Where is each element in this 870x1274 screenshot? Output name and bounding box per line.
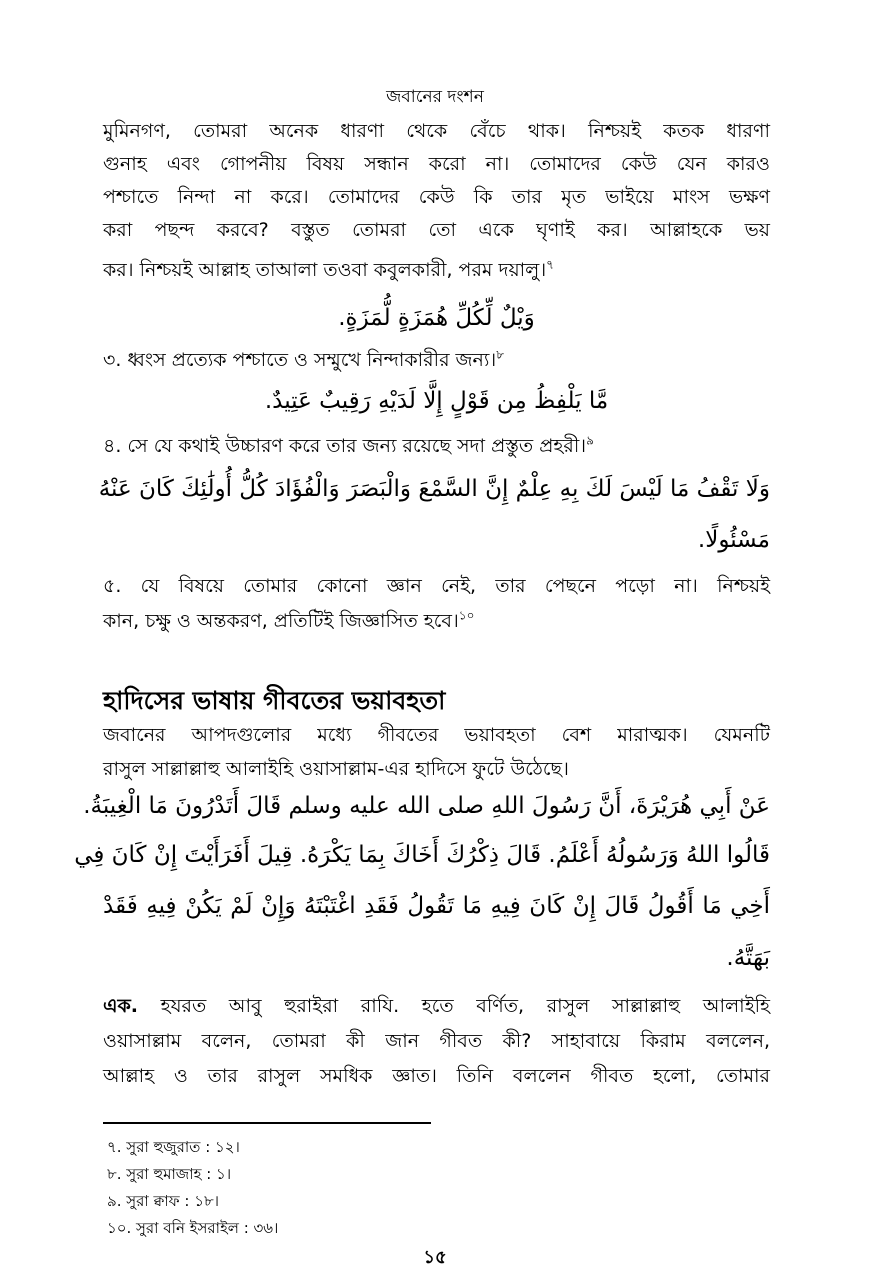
text-span: হযরত আবু হুরাইরা রাযি. হতে বর্ণিত, রাসুল সাল্লাল্লাহু আলাইহি xyxy=(160,995,770,1017)
text-line: গুনাহ এবং গোপনীয় বিষয় সন্ধান করো না। তোমাদের কেউ যেন কারও xyxy=(103,153,770,175)
page-number: ১৫ xyxy=(423,1247,447,1268)
text-line: জবানের আপদগুলোর মধ্যে গীবতের ভয়াবহতা বেশ মারাত্মক। যেমনটি xyxy=(103,724,770,746)
footnote: ১০. সুরা বনি ইসরাইল : ৩৬। xyxy=(107,1219,279,1237)
translation-line: ৫. যে বিষয়ে তোমার কোনো জ্ঞান নেই, তার পেছনে পড়ো না। নিশ্চয়ই xyxy=(103,575,770,597)
footnote-ref: ৯ xyxy=(586,433,594,448)
footnote: ৯. সুরা ক্বাফ : ১৮। xyxy=(107,1192,220,1210)
quran-verse-arabic: وَلَا تَقْفُ مَا لَيْسَ لَكَ بِهِ عِلْمٌ إِنَّ السَّمْعَ وَالْبَصَرَ وَالْفُؤَادَ كُلُّ أُولَٰئِكَ كَانَ عَنْهُ xyxy=(98,476,770,502)
footnote: ৭. সুরা হুজুরাত : ১২। xyxy=(107,1138,240,1156)
hadith-arabic: عَنْ أَبِي هُرَيْرَةَ، أَنَّ رَسُولَ اللهِ صلى الله عليه وسلم قَالَ أَتَدْرُونَ مَا الْغِيبَةُ. xyxy=(83,793,770,819)
quran-verse-arabic: مَّا يَلْفِظُ مِن قَوْلٍ إِلَّا لَدَيْهِ رَقِيبٌ عَتِيدٌ. xyxy=(264,388,609,414)
translation-line xyxy=(103,346,770,378)
footnote-ref: ১০ xyxy=(458,608,475,623)
text-line: মুমিনগণ, তোমরা অনেক ধারণা থেকে বেঁচে থাক। নিশ্চয়ই কতক ধারণা xyxy=(103,120,770,142)
translation-line: ওয়াসাল্লাম বলেন, তোমরা কী জান গীবত কী? সাহাবায়ে কিরাম বললেন, xyxy=(103,1030,770,1052)
footnote: ৮. সুরা হুমাজাহ : ১। xyxy=(107,1165,232,1183)
translation-line xyxy=(103,432,770,464)
quran-verse-arabic: مَسْئُولًا. xyxy=(697,527,770,553)
text-line: রাসুল সাল্লাল্লাহু আলাইহি ওয়াসাল্লাম-এর হাদিসে ফুটে উঠেছে। xyxy=(103,758,569,780)
text-span: ৪. সে যে কথাই উচ্চারণ করে তার জন্য রয়েছে সদা প্রস্তুত প্রহরী। xyxy=(103,435,587,457)
text-span: কান, চক্ষু ও অন্তকরণ, প্রতিটিই জিজ্ঞাসিত হবে। xyxy=(103,610,459,632)
text-span: কর। নিশ্চয়ই আল্লাহ তাআলা তওবা কবুলকারী, পরম দয়ালু। xyxy=(103,259,547,281)
footnote-ref: ৭ xyxy=(546,257,554,272)
hadith-arabic: قَالُوا اللهُ وَرَسُولُهُ أَعْلَمُ. قَالَ ذِكْرُكَ أَخَاكَ بِمَا يَكْرَهُ. قِيلَ أَفَرَأَيْتَ إِنْ كَانَ فِي xyxy=(74,842,770,868)
translation-label: এক. xyxy=(103,995,138,1017)
footnote-ref: ৮ xyxy=(496,347,505,362)
text-line: পশ্চাতে নিন্দা না করে। তোমাদের কেউ কি তার মৃত ভাইয়ে মাংস ভক্ষণ xyxy=(103,186,770,208)
footnote-divider xyxy=(103,1122,431,1124)
text-line: করা পছন্দ করবে? বস্তুত তোমরা তো একে ঘৃণাই কর। আল্লাহকে ভয় xyxy=(103,219,770,241)
running-header: জবানের দংশন xyxy=(386,87,484,107)
translation-line: আল্লাহ ও তার রাসুল সমধিক জ্ঞাত। তিনি বললেন গীবত হলো, তোমার xyxy=(103,1065,770,1087)
translation-line xyxy=(103,992,770,1024)
hadith-arabic: بَهَتَّهُ. xyxy=(726,945,770,971)
quran-verse-arabic: وَيْلٌ لِّكُلِّ هُمَزَةٍ لُّمَزَةٍ. xyxy=(338,305,535,331)
translation-line xyxy=(103,607,770,639)
text-line xyxy=(103,256,770,288)
section-heading: হাদিসের ভাষায় গীবতের ভয়াবহতা xyxy=(103,686,446,715)
text-span: ৩. ধ্বংস প্রত্যেক পশ্চাতে ও সম্মুখে নিন্দাকারীর জন্য। xyxy=(103,349,497,371)
hadith-arabic: أَخِي مَا أَقُولُ قَالَ إِنْ كَانَ فِيهِ مَا تَقُولُ فَقَدِ اغْتَبْتَهُ وَإِنْ لَمْ يَكُنْ فِيهِ فَقَدْ xyxy=(103,893,770,919)
